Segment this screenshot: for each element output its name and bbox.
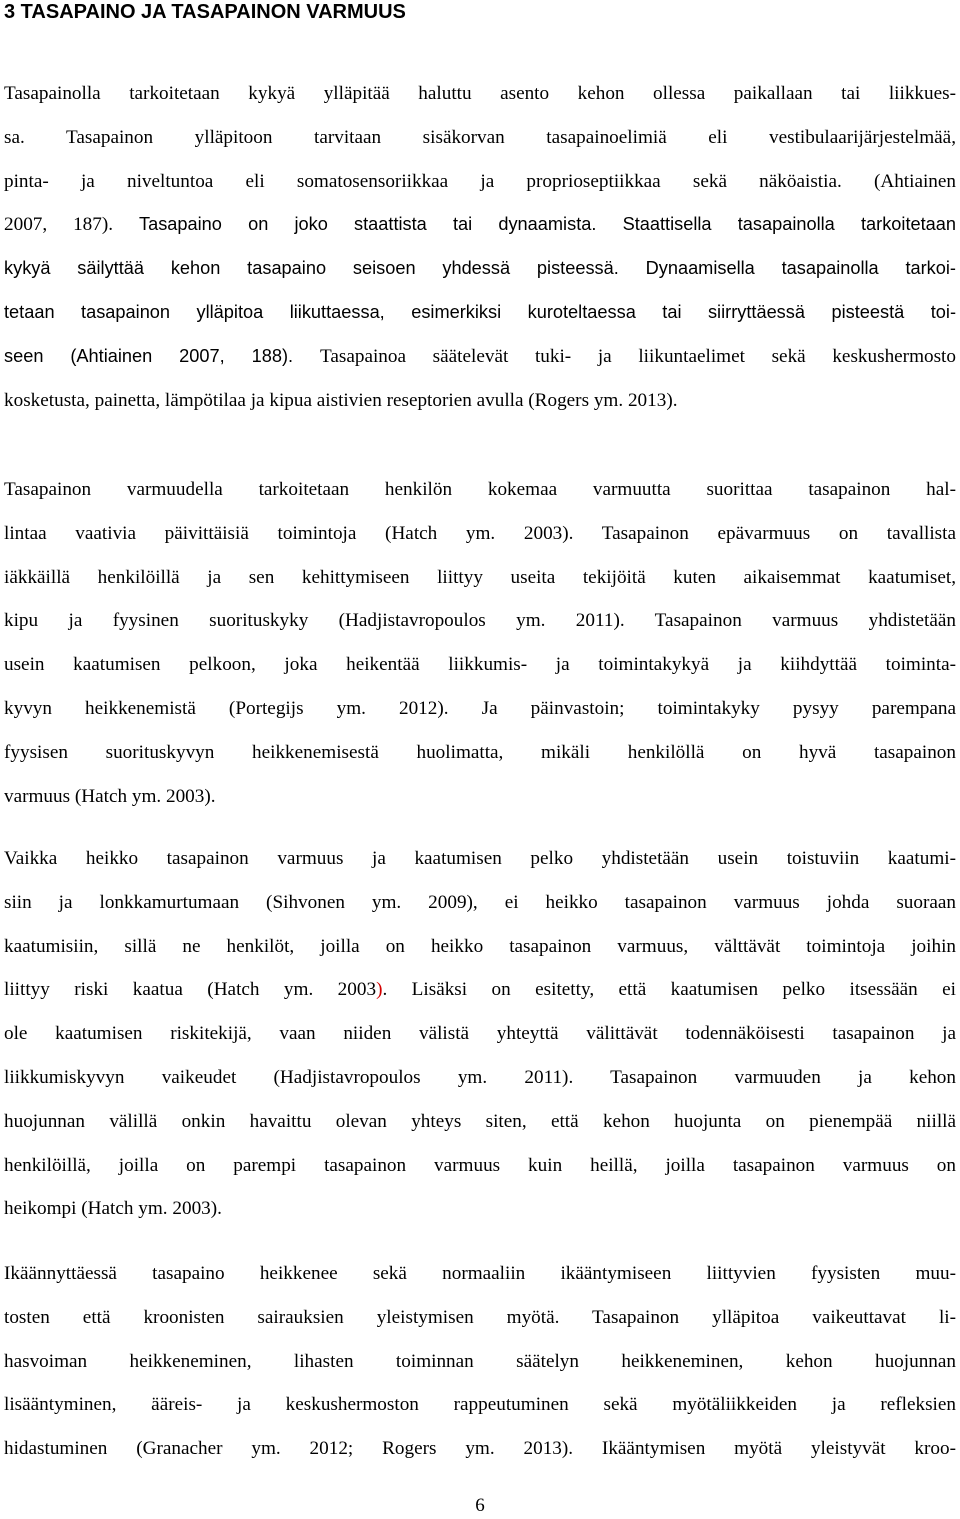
text-segment: . Lisäksi on esitetty, että kaatumisen pelko itsessään ei — [382, 979, 957, 1001]
text-line: lintaa vaativia päivittäisiä toimintoja (Hatch ym. 2003). Tasapainon epävarmuus on tavallista — [4, 522, 956, 544]
text-segment-sans: Tasapaino on joko staattista tai dynaamista. Staattisella tasapainolla tarkoitetaan — [138, 214, 957, 235]
text-segment: liittyy riski kaatua (Hatch ym. 2003 — [4, 979, 377, 1001]
red-parenthesis: ) — [376, 979, 383, 1001]
text-segment: 2007, 187). — [4, 214, 139, 236]
paragraph-fear-of-falling — [4, 837, 956, 1231]
section-heading: 3 TASAPAINO JA TASAPAINON VARMUUS — [4, 1, 406, 23]
text-line: Vaikka heikko tasapainon varmuus ja kaatumisen pelko yhdistetään usein toistuviin kaatumi- — [4, 848, 956, 869]
text-line: iäkkäillä henkilöillä ja sen kehittymiseen liittyy useita tekijöitä kuten aikaisemmat kaatumiset, — [4, 566, 956, 588]
text-line — [4, 968, 956, 1012]
text-line: fyysisen suorituskyvyn heikkenemisestä huolimatta, mikäli henkilöllä on hyvä tasapainon — [4, 741, 956, 763]
paragraph-balance-confidence — [4, 468, 956, 818]
text-line: siin ja lonkkamurtumaan (Sihvonen ym. 2009), ei heikko tasapainon varmuus johda suoraan — [4, 891, 956, 913]
text-line: huojunnan välillä onkin havaittu olevan yhteys siten, että kehon huojunta on pienempää niillä — [4, 1110, 956, 1132]
text-line: kaatumisiin, sillä ne henkilöt, joilla on heikko tasapainon varmuus, välttävät toimintoja joihin — [4, 935, 956, 957]
paragraph-aging-balance — [4, 1252, 956, 1471]
text-line — [4, 203, 956, 247]
text-line: tetaan tasapainon ylläpitoa liikuttaessa, esimerkiksi kuroteltaessa tai siirryttäessä pisteestä toi- — [4, 301, 956, 322]
text-line: lisääntyminen, ääreis- ja keskushermoston rappeutuminen sekä myötäliikkeiden ja refleksien — [4, 1394, 956, 1416]
paragraph-balance-definition — [4, 72, 956, 422]
text-line: varmuus (Hatch ym. 2003). — [4, 785, 216, 807]
text-line — [4, 335, 956, 379]
text-line: sa. Tasapainon ylläpitoon tarvitaan sisäkorvan tasapainoelimiä eli vestibulaarijärjestelmää, — [4, 126, 956, 148]
text-segment-sans: seen (Ahtiainen 2007, 188). — [4, 345, 320, 366]
text-line: ole kaatumisen riskitekijä, vaan niiden välistä yhteyttä välittävät todennäköisesti tasapainon ja — [4, 1023, 956, 1045]
text-line: Tasapainolla tarkoitetaan kykyä ylläpitää haluttu asento kehon ollessa paikallaan tai liikkues- — [4, 83, 956, 104]
text-line: henkilöillä, joilla on parempi tasapainon varmuus kuin heillä, joilla tasapainon varmuus on — [4, 1154, 956, 1176]
text-line: kykyä säilyttää kehon tasapaino seisoen yhdessä pisteessä. Dynaamisella tasapainolla tarkoi- — [4, 258, 956, 279]
text-line: liikkumiskyvyn vaikeudet (Hadjistavropoulos ym. 2011). Tasapainon varmuuden ja kehon — [4, 1066, 956, 1088]
text-line: usein kaatumisen pelkoon, joka heikentää liikkumis- ja toimintakykyä ja kiihdyttää toiminta- — [4, 654, 956, 676]
text-line: kipu ja fyysinen suorituskyky (Hadjistavropoulos ym. 2011). Tasapainon varmuus yhdistetään — [4, 610, 956, 632]
text-line: hasvoiman heikkeneminen, lihasten toiminnan säätelyn heikkeneminen, kehon huojunnan — [4, 1350, 956, 1372]
text-segment: Tasapainoa säätelevät tuki- ja liikuntaelimet sekä keskushermosto — [319, 345, 956, 367]
text-line: kosketusta, painetta, lämpötilaa ja kipua aistivien reseptorien avulla (Rogers ym. 2013). — [4, 389, 678, 411]
text-line: pinta- ja niveltuntoa eli somatosensoriikkaa ja proprioseptiikkaa sekä näköaistia. (Ahtiainen — [4, 170, 956, 192]
text-line: Ikäännyttäessä tasapaino heikkenee sekä normaaliin ikääntymiseen liittyvien fyysisten muu- — [4, 1263, 956, 1284]
text-line: hidastuminen (Granacher ym. 2012; Rogers ym. 2013). Ikääntymisen myötä yleistyvät kroo- — [4, 1438, 956, 1460]
page-number: 6 — [475, 1495, 485, 1516]
text-line: heikompi (Hatch ym. 2003). — [4, 1198, 222, 1220]
text-line: tosten että kroonisten sairauksien yleistymisen myötä. Tasapainon ylläpitoa vaikeuttavat li- — [4, 1306, 956, 1328]
text-line: kyvyn heikkenemistä (Portegijs ym. 2012). Ja päinvastoin; toimintakyky pysyy parempana — [4, 697, 956, 719]
text-line: Tasapainon varmuudella tarkoitetaan henkilön kokemaa varmuutta suorittaa tasapainon hal- — [4, 479, 956, 500]
